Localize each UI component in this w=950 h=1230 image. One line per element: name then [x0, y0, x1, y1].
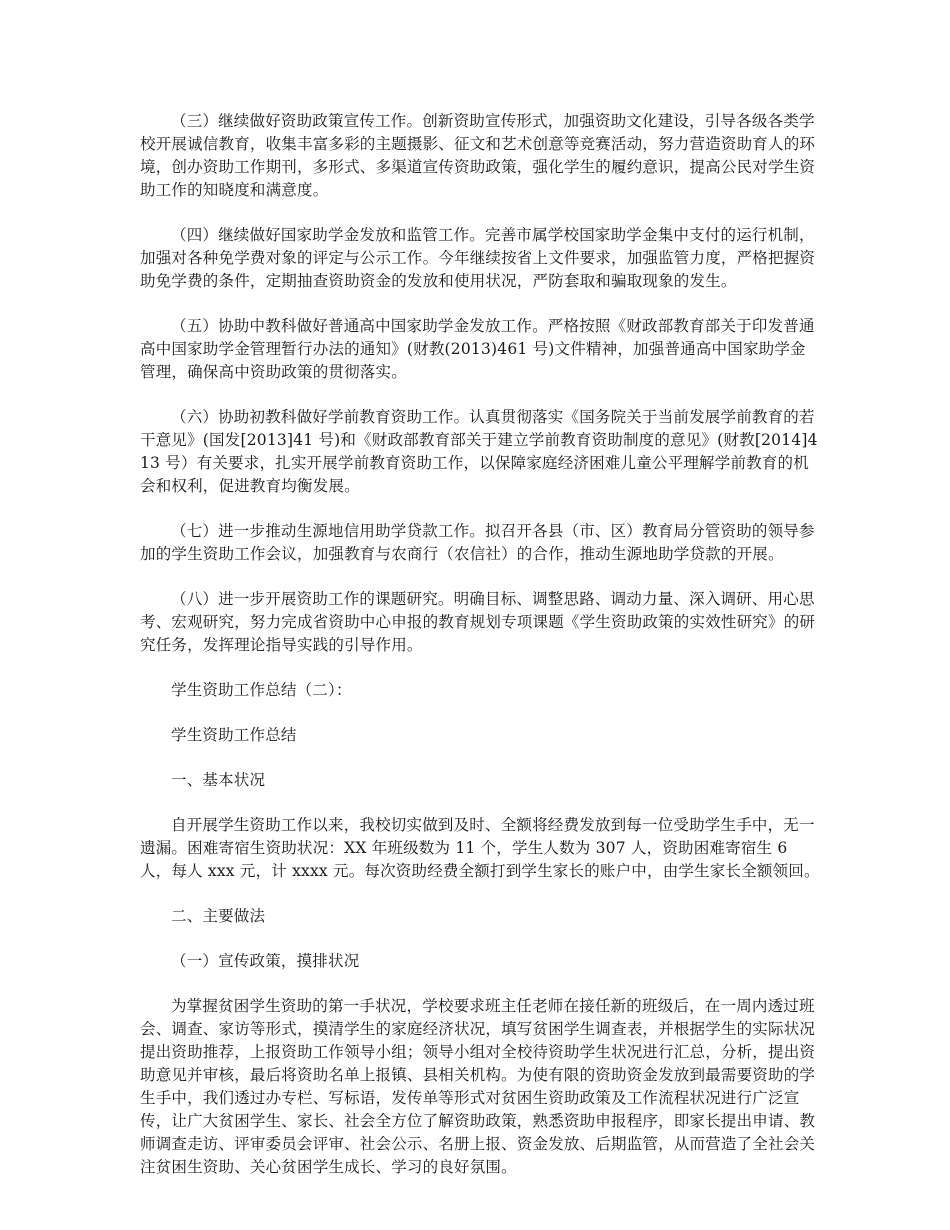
- paragraph-student-loans: （七）进一步推动生源地信用助学贷款工作。拟召开各县（市、区）教育局分管资助的领导参加的学生资助工作会议，加强教育与农商行（农信社）的合作，推动生源地助学贷款的开展。: [140, 522, 815, 563]
- paragraph-publicity-survey: 为掌握贫困学生资助的第一手状况，学校要求班主任老师在接任新的班级后，在一周内透过班会、调查、家访等形式，摸清学生的家庭经济状况，填写贫困学生调查表，并根据学生的实际状况提出资助推荐，上报资助工作领导小组；领导小组对全校待资助学生状况进行汇总，分析，提出资助意见并审核，最后将资助名单上报镇、县相关机构。为使有限的资助资金发放到最需要资助的学生手中，我们透过办专栏、写标语，发传单等形式对贫困生资助政策及工作流程状况进行广泛宣传，让广大贫困学生、家长、社会全方位了解资助政策，熟悉资助申报程序，即家长提出申请、教师调查走访、评审委员会评审、社会公示、名册上报、资金发放、后期监管，从而营造了全社会关注贫困生资助、关心贫困学生成长、学习的良好氛围。: [140, 997, 816, 1176]
- paragraph-preschool-aid: （六）协助初教科做好学前教育资助工作。认真贯彻落实《国务院关于当前发展学前教育的若干意见》(国发[2013]41 号)和《财政部教育部关于建立学前教育资助制度的意见》(财教[2014]413 号）有关要求，扎实开展学前教育资助工作，以保障家庭经济困难儿童公平理解学前教育的机会和权利，促进教育均衡发展。: [140, 408, 818, 495]
- paragraph-basic-status: 自开展学生资助工作以来，我校切实做到及时、全额将经费发放到每一位受助学生手中，无一遗漏。困难寄宿生资助状况：XX 年班级数为 11 个，学生人数为 307 人，资助困难寄宿生 6 人，每人 xxx 元，计 xxxx 元。每次资助经费全额打到学生家长的账户中，由学生家长全额领回。: [140, 816, 820, 880]
- subheading-publicity-survey: （一）宣传政策，摸排状况: [171, 952, 360, 970]
- paragraph-research: （八）进一步开展资助工作的课题研究。明确目标、调整思路、调动力量、深入调研、用心思考、宏观研究，努力完成省资助中心申报的教育规划专项课题《学生资助政策的实效性研究》的研究任务，发挥理论指导实践的引导作用。: [140, 590, 816, 654]
- section-title-summary-two: 学生资助工作总结（二）：: [171, 681, 352, 699]
- document-page: [140, 110, 820, 1201]
- paragraph-publicity-work: （三）继续做好资助政策宣传工作。创新资助宣传形式，加强资助文化建设，引导各级各类学校开展诚信教育，收集丰富多彩的主题摄影、征文和艺术创意等竞赛活动，努力营造资助育人的环境，创办资助工作期刊，多形式、多渠道宣传资助政策，强化学生的履约意识，提高公民对学生资助工作的知晓度和满意度。: [140, 112, 816, 199]
- heading-main-methods: 二、主要做法: [171, 907, 266, 925]
- paragraph-high-school-grant: （五）协助中教科做好普通高中国家助学金发放工作。严格按照《财政部教育部关于印发普通高中国家助学金管理暂行办法的通知》(财教(2013)461 号)文件精神，加强普通高中国家助学金管理，确保高中资助政策的贯彻落实。: [140, 317, 815, 381]
- section-subtitle-summary: 学生资助工作总结: [171, 726, 297, 744]
- heading-basic-status: 一、基本状况: [171, 771, 266, 789]
- paragraph-national-grant-supervision: （四）继续做好国家助学金发放和监管工作。完善市属学校国家助学金集中支付的运行机制，加强对各种免学费对象的评定与公示工作。今年继续按省上文件要求，加强监管力度，严格把握资助免学费的条件，定期抽查资助资金的发放和使用状况，严防套取和骗取现象的发生。: [140, 226, 816, 290]
